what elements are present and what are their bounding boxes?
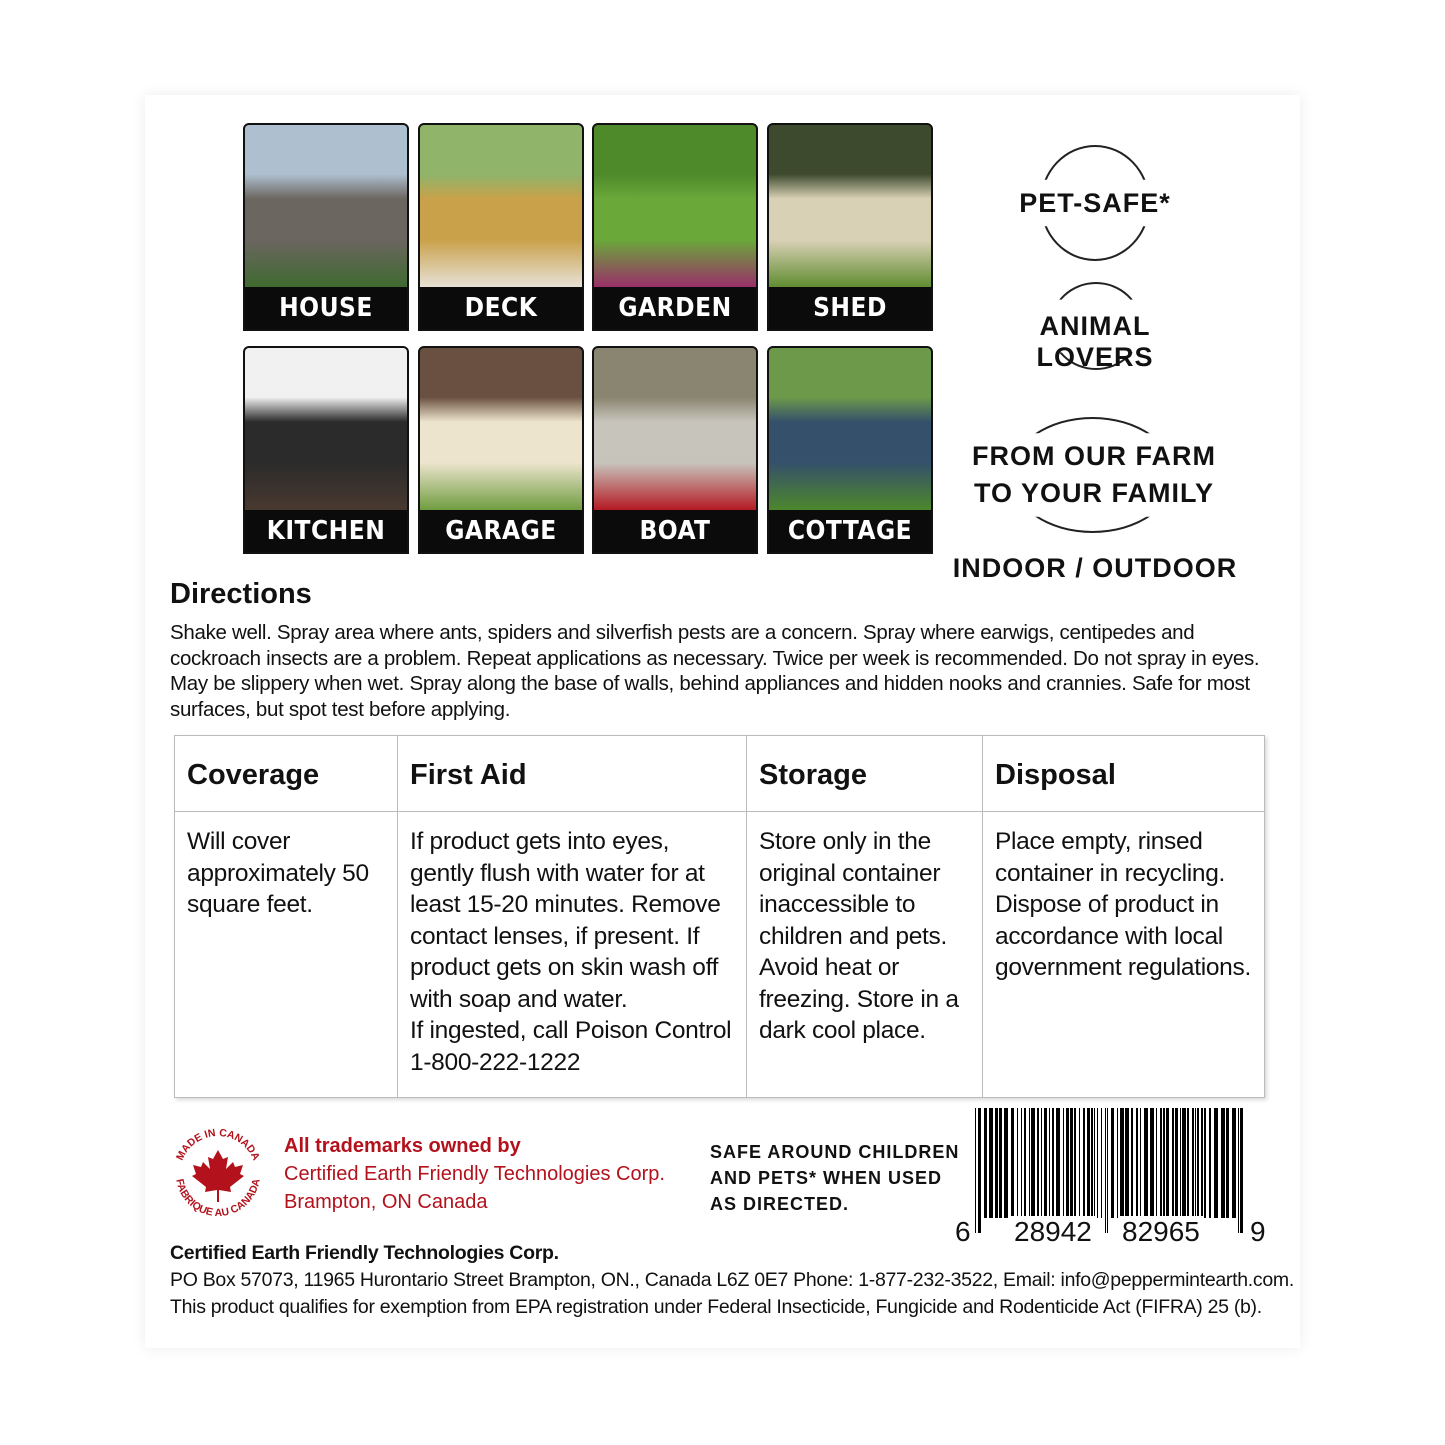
barcode-bar (1117, 1108, 1118, 1218)
barcode-bar (1131, 1108, 1133, 1218)
tile-label: BOAT (594, 510, 756, 552)
barcode-bar (1017, 1108, 1018, 1218)
tile-label: SHED (769, 287, 931, 329)
barcode-bar (1163, 1108, 1165, 1218)
indoor-outdoor-label: INDOOR / OUTDOOR (952, 553, 1238, 583)
info-table (174, 735, 1265, 1098)
barcode-bar (1029, 1108, 1030, 1218)
made-in-canada-text: MADE IN CANADA (173, 1126, 263, 1163)
footer-address: PO Box 57073, 11965 Hurontario Street Brampton, ON., Canada L6Z 0E7 Phone: 1-877-232-3522, Email: info@peppermintearth.com. (170, 1269, 1294, 1291)
barcode-bar (1037, 1108, 1039, 1218)
tile-label: KITCHEN (245, 510, 407, 552)
barcode-bar (1011, 1108, 1014, 1218)
tile-boat (592, 346, 758, 554)
barcode-bar (1150, 1108, 1154, 1218)
barcode-bar (1070, 1108, 1073, 1218)
barcode-bar (1160, 1108, 1162, 1218)
barcode-bar (1144, 1108, 1148, 1218)
barcode-bar (1056, 1108, 1060, 1218)
footer (170, 1240, 1294, 1321)
boat-photo (594, 348, 756, 512)
barcode-bar (1172, 1108, 1174, 1218)
trademark-line1: All trademarks owned by (284, 1135, 521, 1157)
tile-label: GARDEN (594, 287, 756, 329)
barcode-bar (1195, 1108, 1196, 1218)
barcode-bar (1044, 1108, 1047, 1218)
barcode-bar (1083, 1108, 1085, 1218)
barcode-bar (1197, 1108, 1199, 1218)
trademark-line2: Certified Earth Friendly Technologies Corp. (284, 1163, 665, 1185)
first-aid-text: If product gets into eyes, gently flush with water for at least 15-20 minutes. Remove contact lenses, if present. If product gets on skin wash off with soap and water. (410, 828, 721, 1013)
storage-cell: Store only in the original container inaccessible to children and pets. Avoid heat or freezing. Store in a dark cool place. (747, 812, 983, 1098)
safe-notice (710, 1139, 959, 1217)
barcode-bar (1214, 1108, 1218, 1218)
barcode-bar (1136, 1108, 1138, 1218)
barcode-bar (1041, 1108, 1042, 1218)
trademark-line3: Brampton, ON Canada (284, 1191, 488, 1213)
barcode-bar (1182, 1108, 1186, 1218)
trademark-block (284, 1132, 665, 1216)
barcode-bar (1192, 1108, 1194, 1218)
barcode-bar (1156, 1108, 1157, 1218)
barcode-bar (1101, 1108, 1102, 1218)
barcode-bar (1052, 1108, 1054, 1218)
barcode-bar (1187, 1108, 1189, 1218)
tile-kitchen (243, 346, 409, 554)
barcode-bar (1180, 1108, 1181, 1218)
barcode-digits-2: 28942 (1010, 1216, 1096, 1248)
barcode-bar (1221, 1108, 1225, 1218)
barcode-bar (1105, 1108, 1106, 1233)
barcode-bar (1111, 1108, 1114, 1218)
barcode-bar (1120, 1108, 1124, 1218)
footer-company: Certified Earth Friendly Technologies Corp. (170, 1242, 559, 1264)
barcode-bar (1031, 1108, 1035, 1218)
barcode-bar (984, 1108, 987, 1218)
barcode-bar (1063, 1108, 1064, 1218)
disposal-cell: Place empty, rinsed container in recycling. Dispose of product in accordance with local government regulations. (983, 812, 1265, 1098)
barcode-bar (1204, 1108, 1206, 1218)
barcode-bar (1094, 1108, 1095, 1218)
directions-text: Shake well. Spray area where ants, spiders and silverfish pests are a concern. Spray where earwigs, centipedes and cockroach insects are a problem. Repeat applications as necessary. Twice per week is recommended. Do not spray in eyes. May be slippery when wet. Spray along the base of walls, behind appliances and hidden nooks and crannies. Safe for most surfaces, but spot test before applying. (170, 621, 1260, 721)
fabrique-au-canada-text: FABRIQUE AU CANADA (173, 1177, 263, 1220)
safe-line3: AS DIRECTED. (710, 1194, 850, 1214)
shed-photo (769, 125, 931, 289)
tile-deck (418, 123, 584, 331)
garage-photo (420, 348, 582, 512)
barcode-digits-3: 82965 (1118, 1216, 1204, 1248)
tile-house (243, 123, 409, 331)
coverage-header: Coverage (175, 736, 398, 812)
cottage-photo (769, 348, 931, 512)
barcode-bar (1004, 1108, 1008, 1218)
tile-label: DECK (420, 287, 582, 329)
barcode-bar (1107, 1108, 1108, 1233)
tile-label: COTTAGE (769, 510, 931, 552)
barcode-bar (1074, 1108, 1076, 1218)
barcode-bar (1097, 1108, 1098, 1218)
barcode-bar (989, 1108, 993, 1218)
barcode-bar (1232, 1108, 1236, 1218)
footer-epa: This product qualifies for exemption from EPA registration under Federal Insecticide, Fungicide and Rodenticide Act (FIFRA) 25 (b). (170, 1296, 1262, 1318)
coverage-cell: Will cover approximately 50 square feet. (175, 812, 398, 1098)
tile-cottage (767, 346, 933, 554)
barcode-bar (1226, 1108, 1229, 1218)
barcode-digit-4: 9 (1250, 1216, 1266, 1247)
barcode-bar (1125, 1108, 1129, 1218)
tile-shed (767, 123, 933, 331)
barcode-bar (1201, 1108, 1203, 1218)
barcode-bar (1140, 1108, 1141, 1218)
first-aid-cell (398, 812, 747, 1098)
maple-leaf-icon (192, 1150, 244, 1202)
tile-label: HOUSE (245, 287, 407, 329)
barcode (950, 1108, 1270, 1250)
tile-label: GARAGE (420, 510, 582, 552)
barcode-bar (1049, 1108, 1050, 1218)
made-in-canada-seal (166, 1122, 270, 1226)
storage-header: Storage (747, 736, 983, 812)
barcode-bar (1024, 1108, 1026, 1218)
tile-garden (592, 123, 758, 331)
barcode-bar (1240, 1108, 1243, 1233)
first-aid-header: First Aid (398, 736, 747, 812)
safe-line1: SAFE AROUND CHILDREN (710, 1142, 960, 1162)
disposal-header: Disposal (983, 736, 1265, 812)
safe-line2: AND PETS* WHEN USED (710, 1168, 943, 1188)
garden-photo (594, 125, 756, 289)
poison-control-text: If ingested, call Poison Control 1-800-222-1222 (410, 1017, 732, 1076)
house-photo (245, 125, 407, 289)
tile-garage (418, 346, 584, 554)
barcode-bar (999, 1108, 1002, 1218)
barcode-bar (1091, 1108, 1093, 1218)
barcode-bar (1238, 1108, 1239, 1233)
barcode-bar (1166, 1108, 1169, 1218)
barcode-bar (1209, 1108, 1211, 1218)
barcode-bar (1066, 1108, 1069, 1218)
barcode-bar (975, 1108, 976, 1233)
barcode-bar (978, 1108, 981, 1233)
barcode-bar (995, 1108, 998, 1218)
barcode-bar (1079, 1108, 1080, 1218)
barcode-bar (1021, 1108, 1022, 1218)
barcode-bar (1087, 1108, 1090, 1218)
kitchen-photo (245, 348, 407, 512)
barcode-digit-1: 6 (955, 1216, 971, 1247)
barcode-bar (1175, 1108, 1178, 1218)
directions-title: Directions (170, 578, 312, 610)
deck-photo (420, 125, 582, 289)
